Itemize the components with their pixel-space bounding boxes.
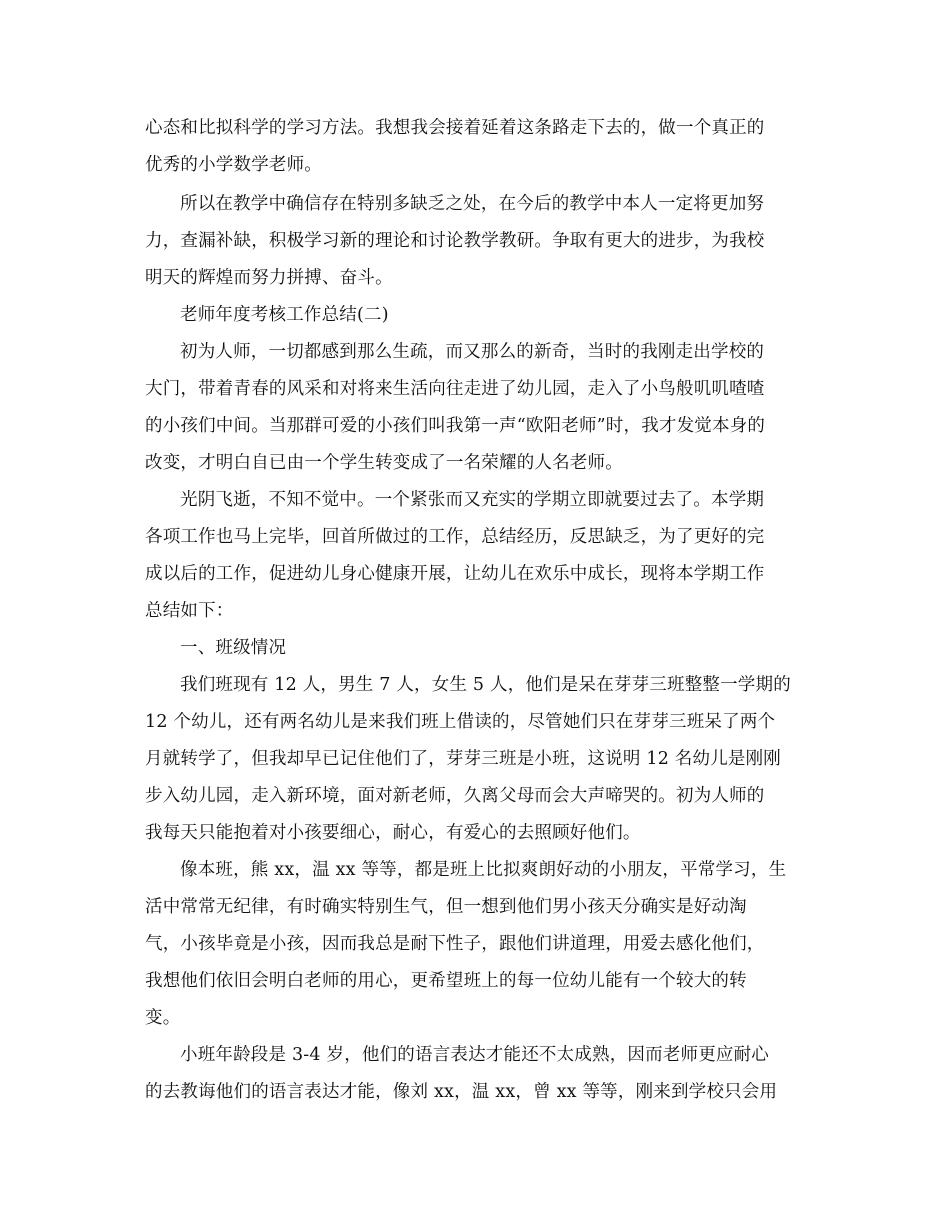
text-line: 的去教诲他们的语言表达才能，像刘 xx，温 xx，曾 xx 等等，刚来到学校只会用 [145, 1082, 778, 1102]
text-line: 我们班现有 12 人，男生 7 人，女生 5 人，他们是呆在芽芽三班整整一学期的 [180, 675, 791, 695]
text-line: 总结如下： [145, 601, 234, 621]
text-line: 我每天只能抱着对小孩要细心，耐心，有爱心的去照顾好他们。 [145, 823, 641, 843]
text-line: 优秀的小学数学老师。 [145, 155, 322, 175]
text-line: 改变，才明白自已由一个学生转变成了一名荣耀的人名老师。 [145, 453, 623, 473]
text-line: 变。 [145, 1008, 181, 1028]
text-line: 光阴飞逝，不知不觉中。一个紧张而又充实的学期立即就要过去了。本学期 [180, 490, 765, 510]
text-line: 12 个幼儿，还有两名幼儿是来我们班上借读的，尽管她们只在芽芽三班呆了两个 [145, 712, 776, 732]
text-line: 所以在教学中确信存在特别多缺乏之处，在今后的教学中本人一定将更加努 [180, 194, 765, 214]
text-line: 心态和比拟科学的学习方法。我想我会接着延着这条路走下去的，做一个真正的 [145, 118, 765, 138]
text-line: 成以后的工作，促进幼儿身心健康开展，让幼儿在欢乐中成长，现将本学期工作 [145, 564, 765, 584]
text-line: 大门，带着青春的风采和对将来生活向往走进了幼儿园，走入了小鸟般叽叽喳喳 [145, 379, 765, 399]
text-line: 我想他们依旧会明白老师的用心，更希望班上的每一位幼儿能有一个较大的转 [145, 971, 747, 991]
section-heading: 老师年度考核工作总结(二) [180, 305, 389, 325]
text-line: 月就转学了，但我却早已记住他们了，芽芽三班是小班，这说明 12 名幼儿是刚刚 [145, 749, 781, 769]
text-line: 气，小孩毕竟是小孩，因而我总是耐下性子，跟他们讲道理，用爱去感化他们， [145, 934, 765, 954]
text-line: 明天的辉煌而努力拼搏、奋斗。 [145, 268, 393, 288]
text-line: 初为人师，一切都感到那么生疏，而又那么的新奇，当时的我刚走出学校的 [180, 342, 765, 362]
text-line: 活中常常无纪律，有时确实特别生气，但一想到他们男小孩天分确实是好动淘 [145, 897, 747, 917]
section-heading: 一、班级情况 [180, 638, 287, 658]
text-line: 步入幼儿园，走入新环境，面对新老师，久离父母而会大声啼哭的。初为人师的 [145, 786, 765, 806]
text-line: 各项工作也马上完毕，回首所做过的工作，总结经历，反思缺乏，为了更好的完 [145, 527, 765, 547]
text-line: 的小孩们中间。当那群可爱的小孩们叫我第一声“欧阳老师”时，我才发觉本身的 [145, 416, 766, 436]
text-line: 像本班，熊 xx，温 xx 等等，都是班上比拟爽朗好动的小朋友，平常学习，生 [180, 860, 787, 880]
text-line: 力，查漏补缺，积极学习新的理论和讨论教学教研。争取有更大的进步，为我校 [145, 231, 765, 251]
text-line: 小班年龄段是 3-4 岁，他们的语言表达才能还不太成熟，因而老师更应耐心 [180, 1045, 770, 1065]
